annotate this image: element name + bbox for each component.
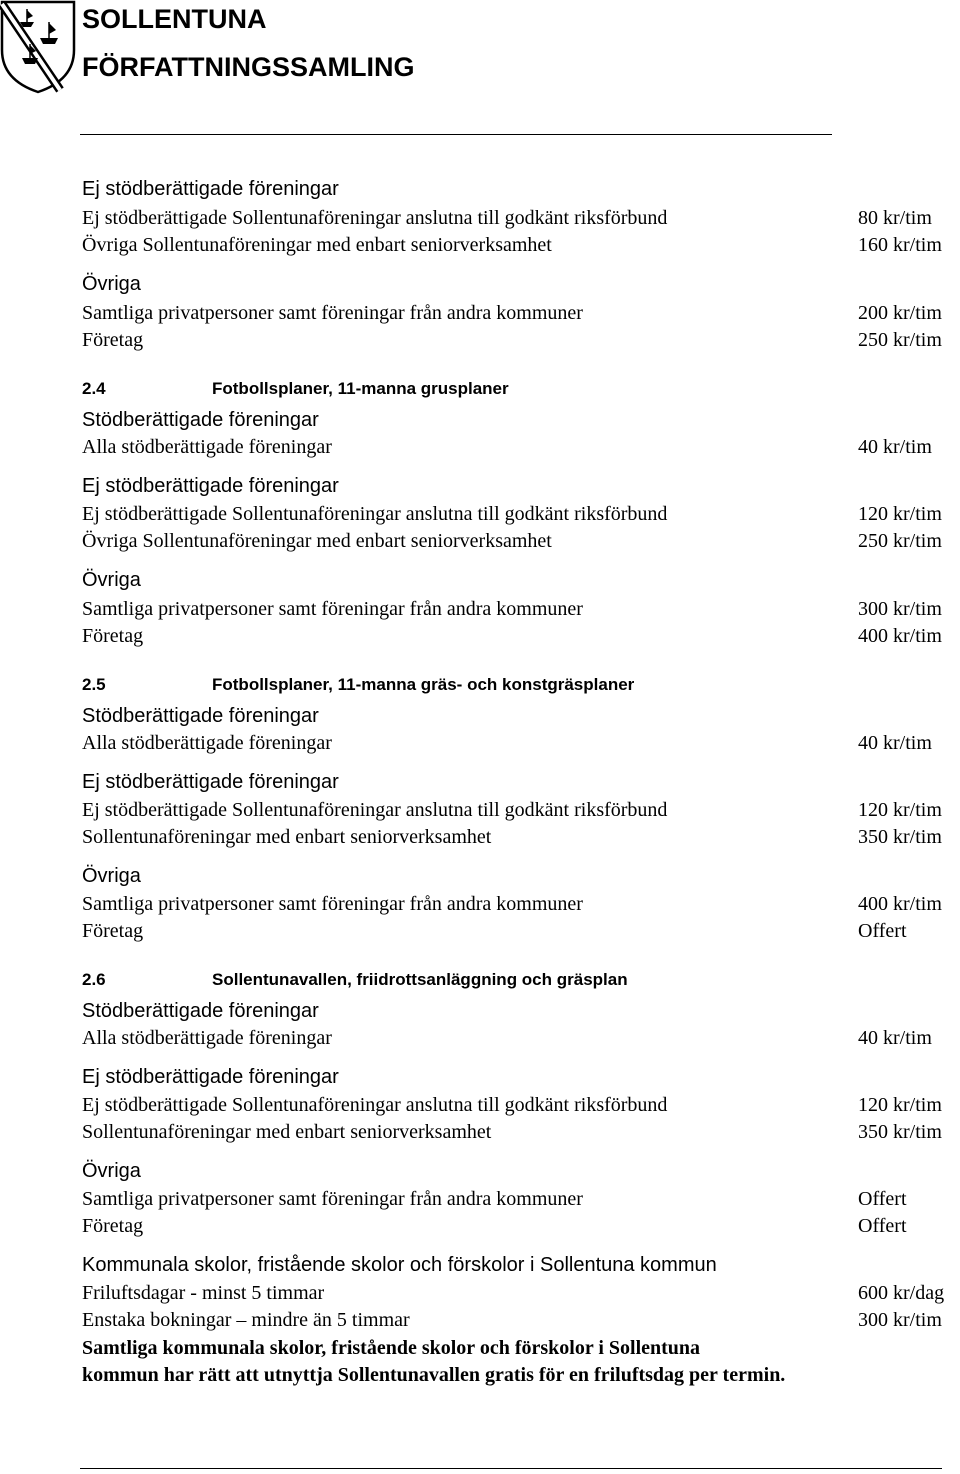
price-label: Ej stödberättigade Sollentunaföreningar anslutna till godkänt riksförbund <box>82 1094 668 1116</box>
ship-shield-icon <box>0 0 76 94</box>
price-value: 250 kr/tim <box>858 329 942 351</box>
section-title: Fotbollsplaner, 11-manna gräs- och konstgräsplaner <box>212 675 635 694</box>
price-row <box>0 1307 960 1334</box>
price-value: 300 kr/tim <box>858 1309 942 1331</box>
municipality-coat-of-arms-logo <box>0 0 76 94</box>
section-title: Sollentunavallen, friidrottsanläggning och gräsplan <box>212 970 628 989</box>
price-label: Samtliga privatpersoner samt föreningar från andra kommuner <box>82 1188 583 1210</box>
header-title-line1: SOLLENTUNA <box>82 4 267 34</box>
category-ej-stodberattigade: Ej stödberättigade föreningar <box>82 1066 339 1088</box>
price-row <box>0 596 960 623</box>
price-row <box>0 1213 960 1240</box>
price-value: 120 kr/tim <box>858 799 942 821</box>
price-label: Alla stödberättigade föreningar <box>82 436 332 458</box>
category-ej-stodberattigade: Ej stödberättigade föreningar <box>82 178 339 200</box>
price-label: Samtliga privatpersoner samt föreningar från andra kommuner <box>82 893 583 915</box>
price-label: Företag <box>82 1215 144 1237</box>
header-rule <box>80 134 832 135</box>
price-value: 120 kr/tim <box>858 503 942 525</box>
price-row <box>0 891 960 918</box>
price-row <box>0 730 960 757</box>
category-ovriga: Övriga <box>82 1160 141 1182</box>
price-label: Övriga Sollentunaföreningar med enbart seniorverksamhet <box>82 234 552 256</box>
price-label: Ej stödberättigade Sollentunaföreningar anslutna till godkänt riksförbund <box>82 799 668 821</box>
price-value: Offert <box>858 1215 907 1237</box>
category-stodberattigade: Stödberättigade föreningar <box>82 705 319 727</box>
category-stodberattigade: Stödberättigade föreningar <box>82 1000 319 1022</box>
price-label: Ej stödberättigade Sollentunaföreningar anslutna till godkänt riksförbund <box>82 503 668 525</box>
section-title: Fotbollsplaner, 11-manna grusplaner <box>212 379 509 398</box>
price-label: Företag <box>82 920 144 942</box>
section-number: 2.5 <box>82 675 106 694</box>
price-value: 80 kr/tim <box>858 207 932 229</box>
price-row <box>0 1119 960 1146</box>
price-label: Sollentunaföreningar med enbart seniorverksamhet <box>82 826 492 848</box>
price-value: 200 kr/tim <box>858 302 942 324</box>
price-label: Enstaka bokningar – mindre än 5 timmar <box>82 1309 410 1331</box>
price-value: 400 kr/tim <box>858 625 942 647</box>
category-schools: Kommunala skolor, fristående skolor och förskolor i Sollentuna kommun <box>82 1254 717 1276</box>
category-stodberattigade: Stödberättigade föreningar <box>82 409 319 431</box>
price-row <box>0 528 960 555</box>
price-row <box>0 797 960 824</box>
price-label: Samtliga privatpersoner samt föreningar från andra kommuner <box>82 598 583 620</box>
price-label: Alla stödberättigade föreningar <box>82 732 332 754</box>
header-title-line2: FÖRFATTNINGSSAMLING <box>82 52 415 82</box>
price-value: 120 kr/tim <box>858 1094 942 1116</box>
section-number: 2.4 <box>82 379 106 398</box>
price-label: Alla stödberättigade föreningar <box>82 1027 332 1049</box>
price-row <box>0 205 960 232</box>
category-ej-stodberattigade: Ej stödberättigade föreningar <box>82 475 339 497</box>
category-ej-stodberattigade: Ej stödberättigade föreningar <box>82 771 339 793</box>
price-label: Företag <box>82 329 144 351</box>
price-value: 40 kr/tim <box>858 436 932 458</box>
price-row <box>0 434 960 461</box>
price-row <box>0 300 960 327</box>
price-value: 40 kr/tim <box>858 1027 932 1049</box>
price-value: 350 kr/tim <box>858 826 942 848</box>
price-label: Friluftsdagar - minst 5 timmar <box>82 1282 325 1304</box>
price-row <box>0 623 960 650</box>
price-label: Samtliga privatpersoner samt föreningar från andra kommuner <box>82 302 583 324</box>
price-row <box>0 1092 960 1119</box>
footer-rule <box>80 1468 942 1469</box>
price-value: 350 kr/tim <box>858 1121 942 1143</box>
price-row <box>0 327 960 354</box>
price-value: 250 kr/tim <box>858 530 942 552</box>
category-ovriga: Övriga <box>82 569 141 591</box>
price-label: Sollentunaföreningar med enbart seniorverksamhet <box>82 1121 492 1143</box>
price-value: Offert <box>858 1188 907 1210</box>
price-row <box>0 501 960 528</box>
price-value: 160 kr/tim <box>858 234 942 256</box>
price-label: Övriga Sollentunaföreningar med enbart seniorverksamhet <box>82 530 552 552</box>
price-value: 600 kr/dag <box>858 1282 945 1304</box>
price-value: 40 kr/tim <box>858 732 932 754</box>
price-label: Företag <box>82 625 144 647</box>
category-ovriga: Övriga <box>82 273 141 295</box>
price-label: Ej stödberättigade Sollentunaföreningar anslutna till godkänt riksförbund <box>82 207 668 229</box>
price-row <box>0 824 960 851</box>
price-value: 400 kr/tim <box>858 893 942 915</box>
schools-note-line1: Samtliga kommunala skolor, fristående skolor och förskolor i Sollentuna <box>82 1337 701 1359</box>
category-ovriga: Övriga <box>82 865 141 887</box>
price-row <box>0 1280 960 1307</box>
price-value: Offert <box>858 920 907 942</box>
schools-note-line2: kommun har rätt att utnyttja Sollentunavallen gratis för en friluftsdag per termin. <box>82 1364 786 1386</box>
section-number: 2.6 <box>82 970 106 989</box>
price-row <box>0 1186 960 1213</box>
price-row <box>0 918 960 945</box>
price-value: 300 kr/tim <box>858 598 942 620</box>
price-row <box>0 232 960 259</box>
price-row <box>0 1025 960 1052</box>
